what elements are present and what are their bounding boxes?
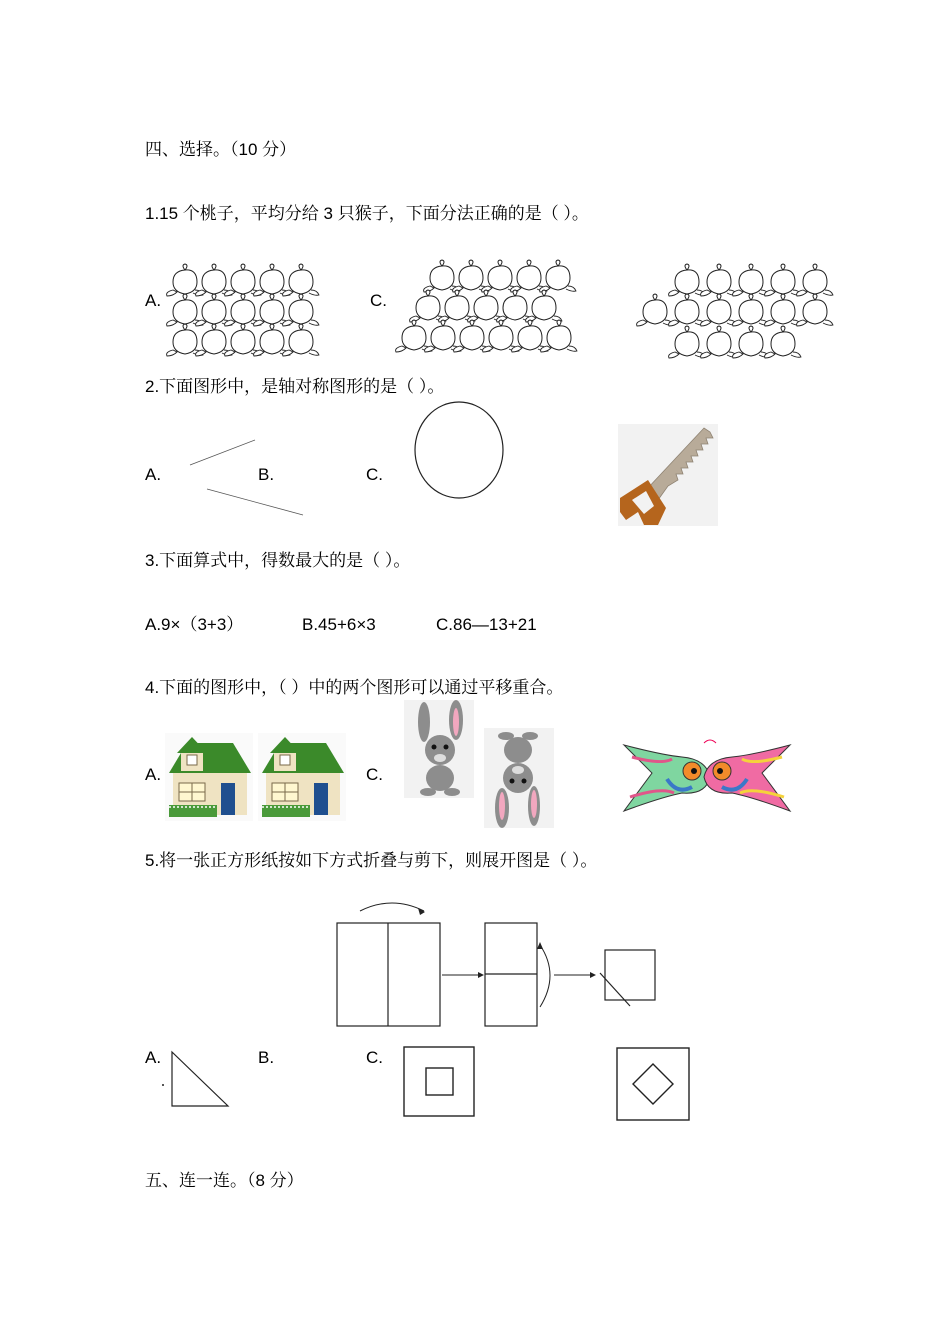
peach-icon [283, 294, 319, 326]
q5-option-c-label: C. [366, 1048, 383, 1067]
q4-house-left [165, 733, 253, 821]
q2-option-c-label: C. [366, 465, 383, 484]
q2-option-a-label: A. [145, 465, 162, 484]
peach-icon [701, 294, 737, 326]
peach-icon [541, 320, 577, 352]
q2-option-a-angle [185, 435, 310, 520]
q4-kissing-fish [622, 735, 792, 821]
peach-icon [733, 326, 769, 358]
q5-diamond-in-square [616, 1047, 691, 1122]
q1-option-c-label: C. [370, 291, 387, 310]
question-3-text: 3.下面算式中，得数最大的是（ ）。 [145, 551, 411, 570]
peach-icon [283, 324, 319, 356]
q1-option-a-peaches [165, 262, 325, 358]
q4-house-right [258, 733, 346, 821]
q5-option-b-label: B. [258, 1048, 275, 1067]
peach-icon [669, 294, 705, 326]
peach-icon [637, 294, 673, 326]
peach-icon [797, 264, 833, 296]
q1-option-c-peaches [635, 262, 835, 362]
q4-rabbit-upright [404, 700, 474, 798]
q4-option-a-label: A. [145, 765, 162, 784]
question-1-text: 1.15 个桃子，平均分给 3 只猴子，下面分法正确的是（ ）。 [145, 204, 589, 223]
peach-icon [733, 294, 769, 326]
question-4-text: 4.下面的图形中，（ ）中的两个图形可以通过平移重合。 [145, 678, 564, 697]
peach-icon [733, 264, 769, 296]
peach-icon [765, 326, 801, 358]
section-4-title: 四、选择。（10 分） [145, 140, 297, 159]
peach-icon [797, 294, 833, 326]
peach-icon [669, 264, 705, 296]
q2-saw-picture [618, 424, 718, 526]
section-5-title: 五、连一连。（8 分） [145, 1171, 304, 1190]
q4-rabbit-flipped [484, 728, 554, 828]
q2-circle-shape [413, 400, 507, 500]
peach-icon [526, 290, 562, 322]
q3-option-c: C.86—13+21 [436, 615, 537, 634]
peach-icon [283, 264, 319, 296]
q5-option-a-triangle [158, 1048, 230, 1110]
q1-option-a-label: A. [145, 291, 162, 310]
peach-icon [765, 294, 801, 326]
peach-icon [669, 326, 705, 358]
q1-option-b-peaches [392, 258, 577, 354]
question-2-text: 2.下面图形中，是轴对称图形的是（ ）。 [145, 377, 445, 396]
peach-icon [540, 260, 576, 292]
q5-square-in-square [403, 1046, 475, 1118]
peach-icon [701, 264, 737, 296]
q5-option-a-label: A. [145, 1048, 162, 1067]
q3-option-a: A.9×（3+3） [145, 615, 244, 634]
peach-icon [701, 326, 737, 358]
q3-option-b: B.45+6×3 [302, 615, 376, 634]
q5-folding-steps-diagram [330, 895, 670, 1035]
question-5-text: 5.将一张正方形纸按如下方式折叠与剪下，则展开图是（ ）。 [145, 851, 598, 870]
q4-option-c-label: C. [366, 765, 383, 784]
q2-option-b-label: B. [258, 465, 275, 484]
peach-icon [765, 264, 801, 296]
